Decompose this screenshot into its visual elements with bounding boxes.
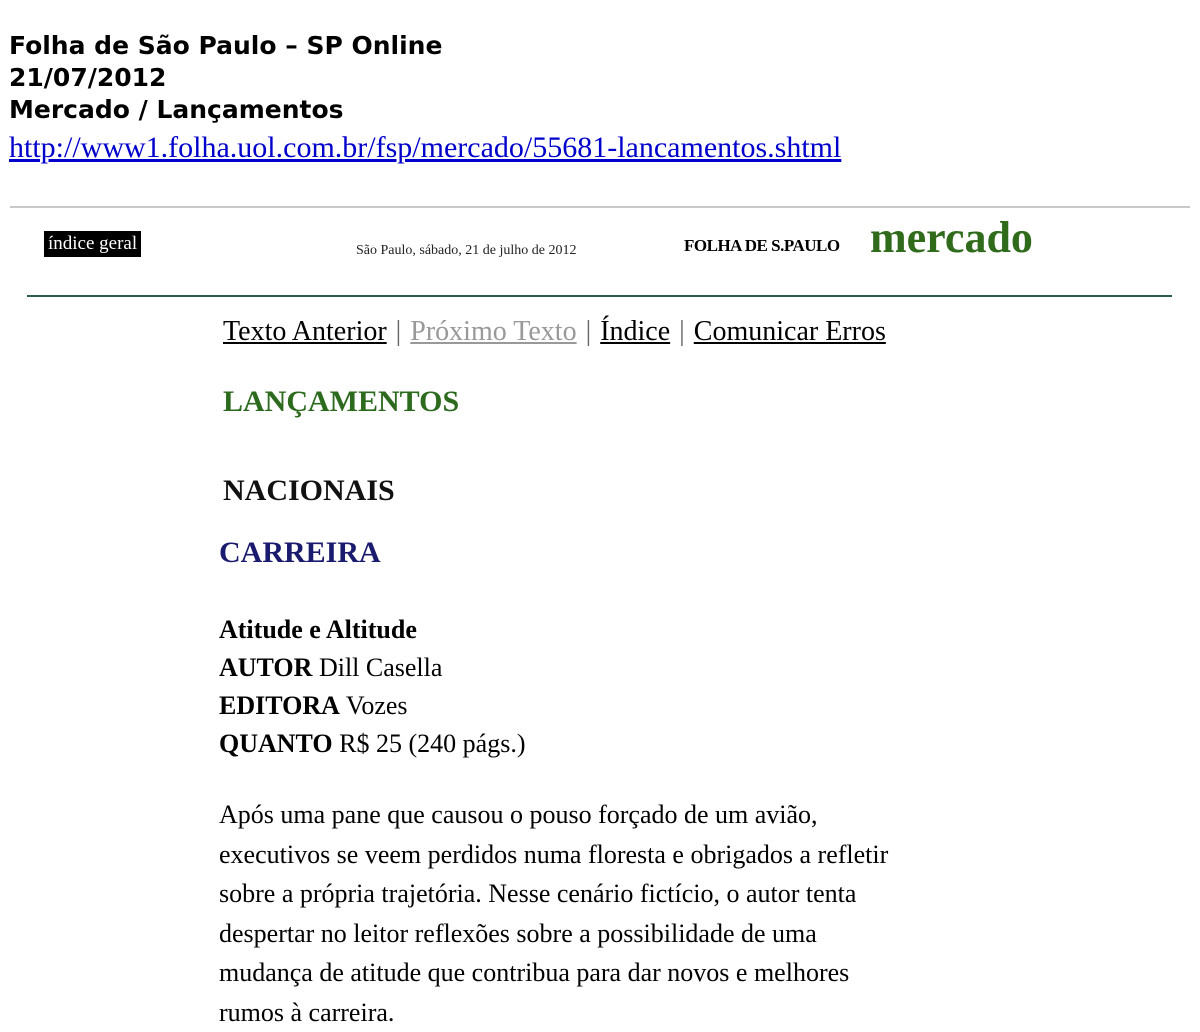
- clipping-header: [9, 30, 442, 126]
- book-author-row: [219, 649, 525, 687]
- clipping-url-link[interactable]: http://www1.folha.uol.com.br/fsp/mercado/55681-lancamentos.shtml: [9, 130, 841, 166]
- blurb-line: sobre a própria trajetória. Nesse cenário fictício, o autor tenta: [219, 874, 979, 914]
- book-details: [219, 611, 525, 763]
- article-kicker: LANÇAMENTOS: [223, 385, 459, 419]
- book-price-row: [219, 725, 525, 763]
- blurb-line: mudança de atitude que contribua para dar novos e melhores: [219, 953, 979, 993]
- next-text-link: Próximo Texto: [410, 316, 576, 347]
- blurb-line: rumos à carreira.: [219, 993, 979, 1032]
- blurb-line: despertar no leitor reflexões sobre a possibilidade de uma: [219, 914, 979, 954]
- clipping-date: 21/07/2012: [9, 62, 442, 94]
- report-errors-link[interactable]: Comunicar Erros: [694, 316, 886, 347]
- publisher-value: Vozes: [346, 691, 408, 720]
- index-geral-link[interactable]: índice geral: [44, 231, 141, 257]
- blurb-line: Após uma pane que causou o pouso forçado de um avião,: [219, 795, 979, 835]
- blurb-line: executivos se veem perdidos numa floresta e obrigados a refletir: [219, 835, 979, 875]
- publisher-label: EDITORA: [219, 691, 340, 720]
- previous-text-link[interactable]: Texto Anterior: [223, 316, 387, 347]
- article-nav: [223, 313, 886, 351]
- author-value: Dill Casella: [319, 653, 442, 682]
- newspaper-logo: FOLHA DE S.PAULO: [684, 236, 840, 256]
- price-value: R$ 25 (240 págs.): [339, 729, 525, 758]
- section-title: mercado: [870, 212, 1033, 264]
- nav-separator: |: [584, 316, 594, 347]
- book-title: Atitude e Altitude: [219, 611, 525, 649]
- nav-separator: |: [677, 316, 687, 347]
- author-label: AUTOR: [219, 653, 312, 682]
- top-divider: [10, 206, 1190, 208]
- clipping-section-path: Mercado / Lançamentos: [9, 94, 442, 126]
- index-link[interactable]: Índice: [600, 316, 670, 347]
- dateline: São Paulo, sábado, 21 de julho de 2012: [356, 243, 576, 259]
- book-publisher-row: [219, 687, 525, 725]
- masthead-divider: [27, 295, 1172, 297]
- book-blurb: [219, 795, 979, 1032]
- price-label: QUANTO: [219, 729, 333, 758]
- nav-separator: |: [394, 316, 404, 347]
- category-heading: NACIONAIS: [223, 474, 395, 508]
- subcategory-heading: CARREIRA: [219, 536, 381, 570]
- clipping-source: Folha de São Paulo – SP Online: [9, 30, 442, 62]
